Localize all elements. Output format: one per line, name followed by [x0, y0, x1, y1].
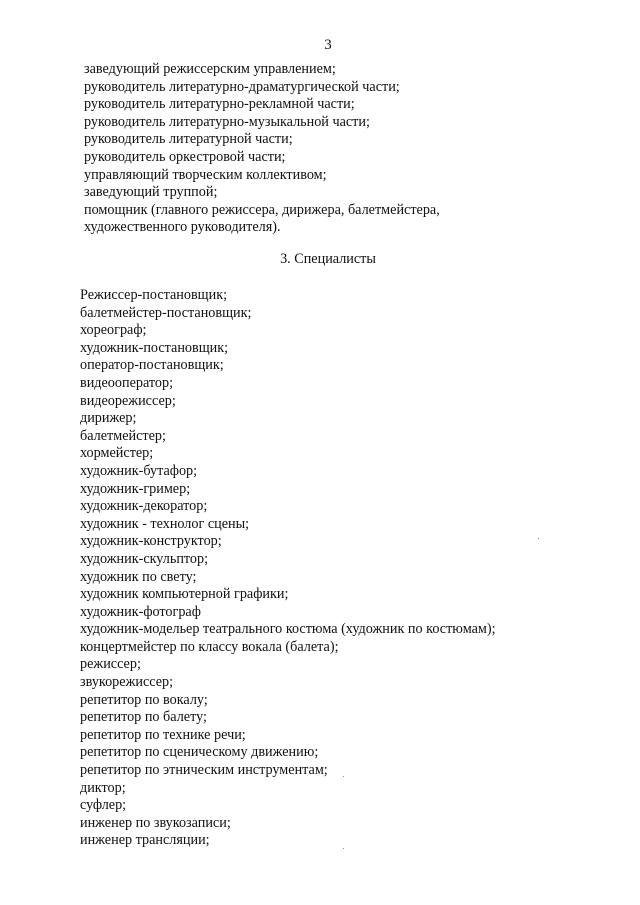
list-item: художник-гример;	[80, 480, 191, 497]
list-item: звукорежиссер;	[80, 674, 174, 691]
list-item: диктор;	[80, 779, 126, 796]
list-item: инженер по звукозаписи;	[80, 814, 231, 831]
list-item: балетмейстер-постановщик;	[80, 304, 252, 321]
list-item: художник-конструктор;	[80, 533, 222, 550]
list-item: руководитель литературно-рекламной части;	[84, 96, 355, 113]
list-item: помощник (главного режиссера, дирижера, балетмейстера,	[84, 201, 440, 218]
list-item: хормейстер;	[80, 445, 154, 462]
list-item: заведующий режиссерским управлением;	[84, 61, 336, 77]
list-item: художник-бутафор;	[80, 462, 198, 479]
page-number: 3	[324, 37, 332, 53]
list-item: репетитор по технике речи;	[80, 726, 246, 743]
list-item: художник-скульптор;	[80, 550, 209, 567]
list-item: художник компьютерной графики;	[80, 586, 289, 603]
list-item: художник-модельер театрального костюма (художник по костюмам);	[80, 621, 496, 638]
scan-speck	[343, 848, 344, 849]
list-item: видеорежиссер;	[80, 392, 176, 409]
list-item: управляющий творческим коллективом;	[84, 166, 327, 183]
list-item: концертмейстер по классу вокала (балета);	[80, 638, 339, 655]
list-item: репетитор по этническим инструментам;	[80, 762, 328, 779]
list-item: художественного руководителя).	[84, 219, 281, 236]
list-item: инженер трансляции;	[80, 832, 210, 849]
list-item: художник-фотограф	[80, 603, 201, 620]
list-item: Режиссер-постановщик;	[80, 287, 228, 303]
list-item: руководитель оркестровой части;	[84, 148, 286, 165]
list-item: хореограф;	[80, 322, 147, 339]
list-item: руководитель литературно-драматургической части;	[84, 78, 400, 95]
list-item: руководитель литературной части;	[84, 131, 293, 148]
specialists-list	[80, 287, 620, 850]
list-item: репетитор по балету;	[80, 709, 207, 726]
list-item: дирижер;	[80, 410, 137, 427]
scan-speck	[538, 538, 539, 539]
list-item: видеооператор;	[80, 374, 174, 391]
scan-speck	[343, 776, 344, 777]
management-list	[84, 61, 604, 237]
list-item: руководитель литературно-музыкальной части;	[84, 113, 370, 130]
list-item: режиссер;	[80, 656, 141, 673]
list-item: художник - технолог сцены;	[80, 515, 250, 532]
list-item: балетмейстер;	[80, 427, 166, 444]
section-heading: 3. Специалисты	[280, 251, 376, 267]
list-item: репетитор по вокалу;	[80, 691, 208, 708]
list-item: художник-постановщик;	[80, 339, 229, 356]
list-item: заведующий труппой;	[84, 184, 218, 201]
list-item: художник по свету;	[80, 568, 197, 585]
list-item: суфлер;	[80, 797, 127, 814]
list-item: художник-декоратор;	[80, 498, 208, 515]
list-item: оператор-постановщик;	[80, 357, 224, 374]
list-item: репетитор по сценическому движению;	[80, 744, 319, 761]
